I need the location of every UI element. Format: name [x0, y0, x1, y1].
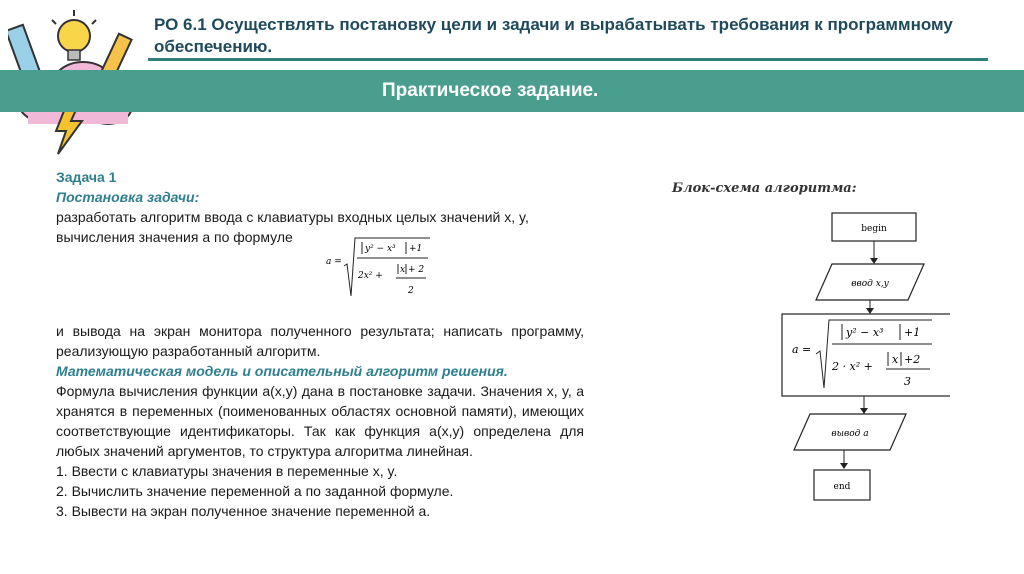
model-label: Математическая модель и описательный алгоритм решения. — [56, 363, 508, 379]
formula-den-frac-num: + 2 — [408, 265, 425, 275]
flow-formula-num-tail: +1 — [904, 326, 921, 339]
flow-begin-label: begin — [861, 224, 887, 234]
formula-den-abs: x — [400, 265, 406, 275]
flowchart-title: Блок-схема алгоритма: — [672, 181, 857, 196]
step-3: 3. Вывести на экран полученное значение переменной a. — [56, 503, 431, 519]
flowchart — [760, 208, 950, 508]
formula-den-left: 2x² + — [358, 271, 383, 281]
flow-input-label: ввод x,y — [851, 279, 889, 289]
formula-image — [322, 234, 432, 300]
formula-lhs: a = — [326, 257, 342, 267]
statement-after-formula: и вывода на экран монитора полученного результата; написать программу, реализующую разработанный алгоритм. — [56, 323, 584, 359]
flow-formula-den-left: 2 · x² + — [832, 360, 873, 373]
task-text-block — [56, 167, 584, 521]
formula-den-frac-den: 2 — [408, 286, 414, 296]
flow-formula-den-frac-den: 3 — [904, 375, 911, 388]
formula-num-tail: +1 — [409, 244, 423, 254]
flow-output-label: вывод a — [831, 429, 869, 439]
step-1: 1. Ввести с клавиатуры значения в переменные x, y. — [56, 463, 398, 479]
model-text: Формула вычисления функции a(x,y) дана в постановке задачи. Значения x, y, a хранятся в переменных (поименованных областях основной памяти), имеющих соответствующие идентификаторы. Так как функция a(x,y) определена для любых значений аргументов, то структура алгоритма линейная. — [56, 383, 584, 459]
lightbulb-icon — [52, 10, 96, 60]
statement-label: Постановка задачи: — [56, 189, 200, 205]
formula-num-abs: y² − x³ — [365, 244, 396, 254]
title-divider — [148, 58, 988, 61]
subtitle: Практическое задание. — [382, 80, 599, 101]
slide-title: РО 6.1 Осуществлять постановку цели и задачи и вырабатывать требования к программному обеспечению. — [154, 15, 953, 56]
flow-formula-den-frac-num: +2 — [904, 353, 921, 366]
step-2: 2. Вычислить значение переменной a по заданной формуле. — [56, 483, 454, 499]
statement-line-1: разработать алгоритм ввода с клавиатуры входных целых значений x, y, — [56, 209, 529, 225]
flow-formula-num-abs: y² − x³ — [846, 326, 884, 339]
statement-line-2: вычисления значения a по формуле — [56, 229, 293, 245]
flow-formula-lhs: a = — [792, 343, 812, 356]
flow-end-label: end — [833, 482, 851, 492]
task-heading: Задача 1 — [56, 169, 117, 185]
flow-formula-den-abs: x — [892, 353, 899, 366]
